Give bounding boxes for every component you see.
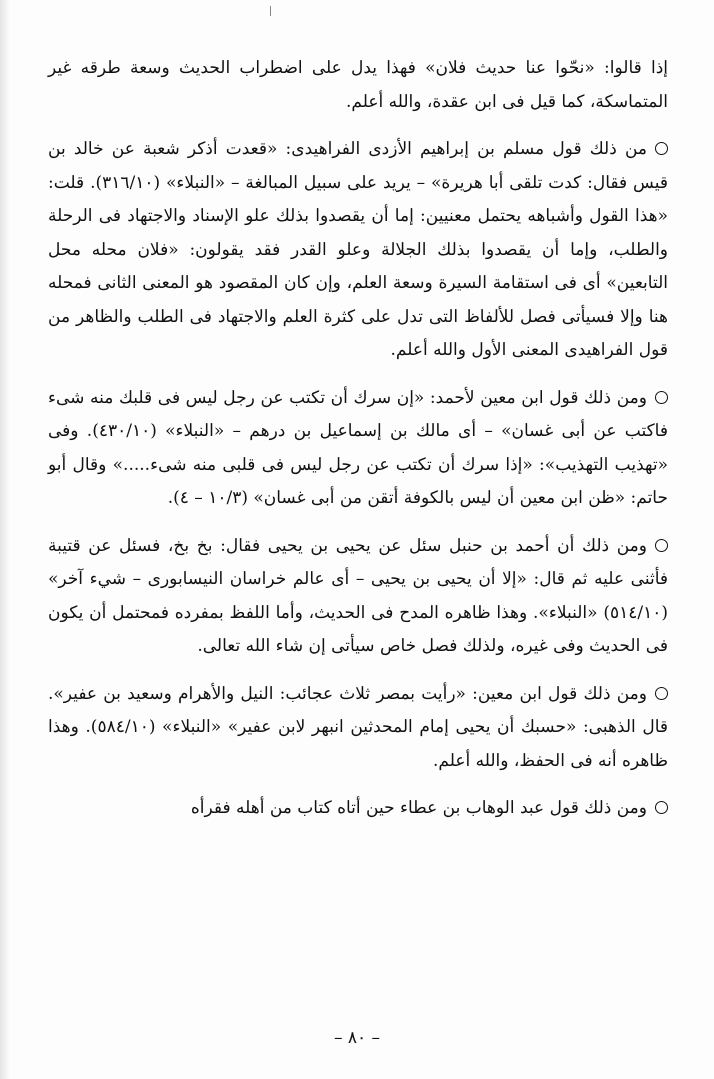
paragraph-4	[48, 530, 668, 664]
bullet-circle-icon	[655, 391, 668, 404]
paragraph-1-text: إذا قالوا: «نحّوا عنا حديث فلان» فهذا يدل على اضطراب الحديث وسعة طرقه غير المتماسكة، كما قيل فى ابن عقدة، والله أعلم.	[48, 58, 668, 112]
crop-mark	[270, 6, 271, 16]
paragraph-5-text: ومن ذلك قول ابن معين: «رأيت بمصر ثلاث عجائب: النيل والأهرام وسعيد بن عفير». قال الذهبى: «حسبك أن يحيى إمام المحدثين انبهر لابن عفير» «النبلاء» (٥٨٤/١٠). وهذا ظاهره أنه فى الحفظ، والله أعلم.	[48, 683, 669, 771]
paragraph-6	[48, 792, 668, 826]
page-body	[48, 52, 668, 826]
bullet-circle-icon	[655, 801, 668, 814]
bullet-circle-icon	[655, 142, 668, 155]
page-number: – ٨٠ –	[333, 1028, 381, 1048]
paragraph-6-text: ومن ذلك قول عبد الوهاب بن عطاء حين أتاه كتاب من أهله فقرأه	[190, 798, 647, 818]
paragraph-2	[48, 133, 668, 368]
paragraph-5	[48, 678, 668, 779]
bullet-circle-icon	[655, 687, 668, 700]
paragraph-2-text: من ذلك قول مسلم بن إبراهيم الأزدى الفراهيدى: «قعدت أذكر شعبة عن خالد بن قيس فقال: كدت تلقى أبا هريرة» – يريد على سبيل المبالغة – «النبلاء» (٣١٦/١٠). قلت: «هذا القول وأشباهه يحتمل معنيين: إما أن يقصدوا بذلك علو الإسناد والاجتهاد فى الرحلة والطلب، وإما أن يقصدوا بذلك الجلالة وعلو القدر فقد يقولون: «فلان محله محل التابعين» أى فى استقامة السيرة وسعة العلم، وإن كان المقصود هو المعنى الثانى فمحله هنا وإلا فسيأتى فصل للألفاظ التى تدل على كثرة العلم والاجتهاد فى الطلب والظاهر من قول الفراهيدى المعنى الأول والله أعلم.	[48, 139, 668, 360]
paragraph-1	[48, 52, 668, 119]
paragraph-4-text: ومن ذلك أن أحمد بن حنبل سئل عن يحيى بن يحيى فقال: بخ بخ، فسئل عن قتيبة فأثنى عليه ثم قال: «إلا أن يحيى بن يحيى – أى عالم خراسان النيسابورى – شيء آخر» (٥١٤/١٠) «النبلاء». وهذا ظاهره المدح فى الحديث، وأما اللفظ بمفرده فمحتمل أن يكون فى الحديث وفى غيره، ولذلك فصل خاص سيأتى إن شاء الله تعالى.	[48, 535, 668, 656]
paragraph-3-text: ومن ذلك قول ابن معين لأحمد: «إن سرك أن تكتب عن رجل ليس فى قلبك منه شىء فاكتب عن أبى غسان» – أى مالك بن إسماعيل بن درهم – «النبلاء» (٤٣٠/١٠). وفى «تهذيب التهذيب»: «إذا سرك أن تكتب عن رجل ليس فى قلبى منه شىء.....» وقال أبو حاتم: «ظن ابن معين أن ليس بالكوفة أتقن من أبى غسان» (١٠/٣ – ٤).	[48, 387, 668, 508]
paragraph-3	[48, 382, 668, 516]
page-fold-shadow	[0, 0, 10, 1079]
bullet-circle-icon	[655, 539, 668, 552]
